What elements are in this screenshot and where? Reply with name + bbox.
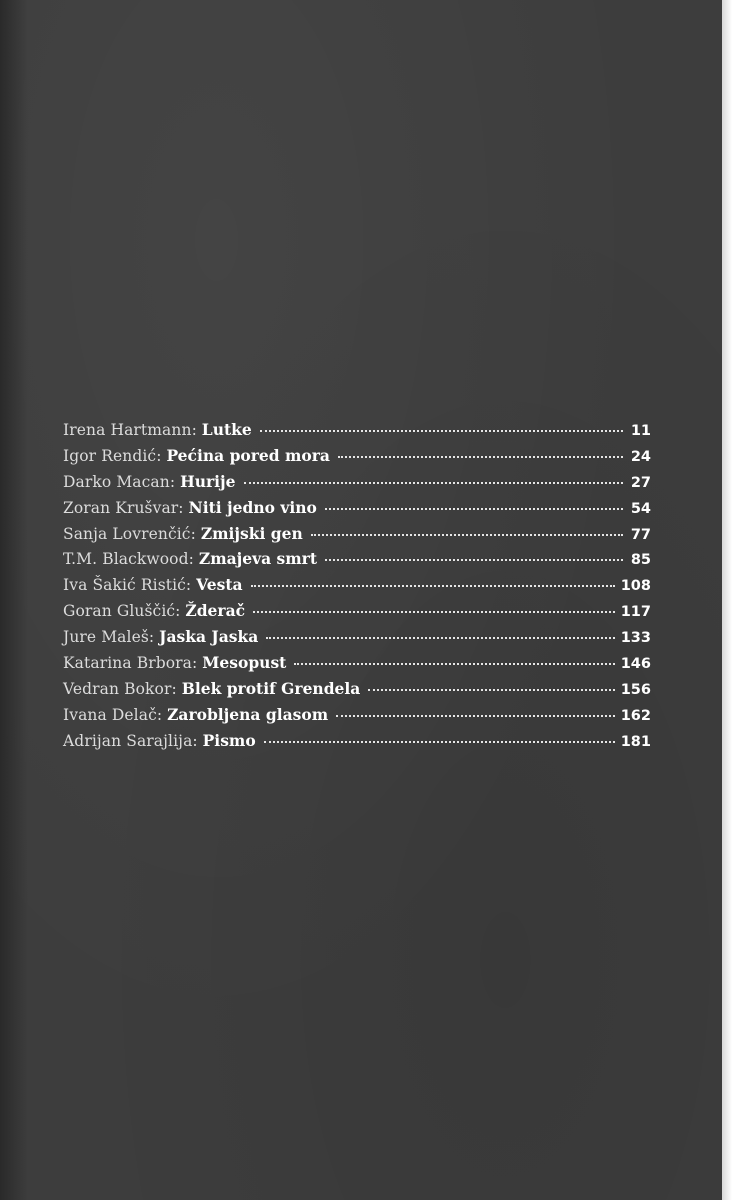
toc-author: Goran Gluščić <box>63 602 176 621</box>
toc-page-number: 77 <box>630 526 651 543</box>
toc-title: Lutke <box>201 420 252 439</box>
dot-leader <box>264 741 615 743</box>
toc-page-number: 11 <box>630 423 651 439</box>
dot-leader <box>251 585 615 587</box>
dot-leader <box>325 508 623 510</box>
toc-title: Zmijski gen <box>200 523 303 543</box>
toc-author: Vedran Bokor <box>63 679 172 698</box>
toc-entry: Adrijan Sarajlija : Pismo 181 <box>63 730 651 750</box>
toc-author: Darko Macan <box>63 472 170 491</box>
toc-title: Niti jedno vino <box>188 497 317 517</box>
dot-leader <box>338 456 623 458</box>
dot-leader <box>266 637 614 639</box>
dot-leader <box>311 534 623 536</box>
toc-author: T.M. Blackwood <box>63 550 189 569</box>
table-of-contents <box>63 420 651 757</box>
dot-leader <box>325 559 623 561</box>
dot-leader <box>253 611 615 613</box>
toc-page-number: 181 <box>620 733 651 750</box>
toc-author: Ivana Delač <box>63 705 157 724</box>
toc-title: Hurije <box>180 471 236 491</box>
toc-entry: Darko Macan : Hurije 27 <box>63 471 651 491</box>
toc-entry: Iva Šakić Ristić : Vesta 108 <box>63 575 651 595</box>
toc-author: Irena Hartmann <box>63 421 192 439</box>
dot-leader <box>244 482 623 484</box>
toc-page-number: 85 <box>630 552 651 569</box>
toc-entry: Ivana Delač : Zarobljena glasom 162 <box>63 704 651 724</box>
dot-leader <box>336 715 615 717</box>
toc-title: Pismo <box>202 730 256 750</box>
toc-author: Zoran Krušvar <box>63 498 179 517</box>
toc-title: Zarobljena glasom <box>167 704 329 724</box>
toc-page-number: 108 <box>620 578 651 595</box>
toc-author: Katarina Brbora <box>63 654 193 673</box>
toc-author: Jure Maleš <box>63 628 149 647</box>
dot-leader <box>368 689 614 691</box>
toc-entry: Katarina Brbora : Mesopust 146 <box>63 653 651 673</box>
page-edge <box>722 0 732 1200</box>
toc-entry: Irena Hartmann : Lutke 11 <box>63 420 651 439</box>
spine-shadow <box>0 0 28 1200</box>
toc-title: Pećina pored mora <box>166 445 330 465</box>
toc-page-number: 133 <box>620 630 651 647</box>
toc-entry: Goran Gluščić : Žderač 117 <box>63 601 651 621</box>
toc-page-number: 162 <box>620 707 651 724</box>
toc-title: Jaska Jaska <box>159 627 259 647</box>
dot-leader <box>260 430 623 432</box>
toc-page-number: 27 <box>630 474 651 491</box>
toc-author: Iva Šakić Ristić <box>63 576 186 595</box>
toc-page-number: 146 <box>620 656 651 673</box>
toc-entry: Vedran Bokor : Blek protif Grendela 156 <box>63 678 651 698</box>
toc-title: Mesopust <box>202 653 287 673</box>
toc-title: Blek protif Grendela <box>181 678 361 698</box>
toc-page-number: 24 <box>630 448 651 465</box>
toc-entry: T.M. Blackwood : Zmajeva smrt 85 <box>63 549 651 569</box>
toc-title: Žderač <box>185 601 246 621</box>
toc-author: Sanja Lovrenčić <box>63 524 191 543</box>
toc-title: Vesta <box>196 575 243 595</box>
toc-page-number: 54 <box>630 500 651 517</box>
toc-entry: Sanja Lovrenčić : Zmijski gen 77 <box>63 523 651 543</box>
toc-entry: Jure Maleš : Jaska Jaska 133 <box>63 627 651 647</box>
toc-page-number: 156 <box>620 681 651 698</box>
toc-author: Adrijan Sarajlija <box>63 731 193 750</box>
toc-title: Zmajeva smrt <box>198 549 318 569</box>
toc-author: Igor Rendić <box>63 446 157 465</box>
toc-entry: Igor Rendić : Pećina pored mora 24 <box>63 445 651 465</box>
dot-leader <box>294 663 614 665</box>
toc-entry: Zoran Krušvar : Niti jedno vino 54 <box>63 497 651 517</box>
toc-page-number: 117 <box>620 604 651 621</box>
